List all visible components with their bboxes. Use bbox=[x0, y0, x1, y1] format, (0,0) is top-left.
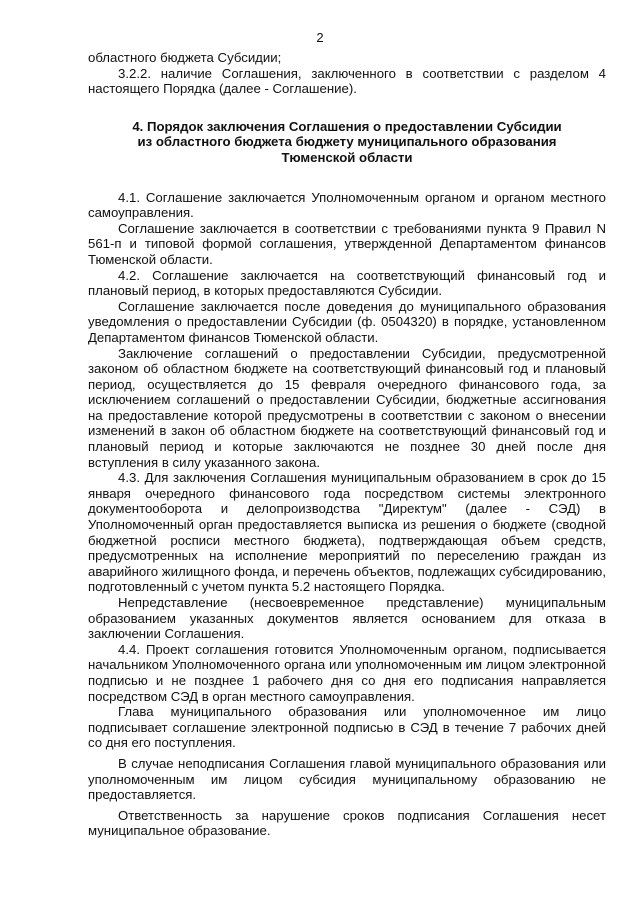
paragraph: областного бюджета Субсидии; bbox=[88, 50, 282, 65]
section-heading-line: 4. Порядок заключения Соглашения о предоставлении Субсидии bbox=[132, 118, 562, 134]
paragraph: 4.2. Соглашение заключается на соответствующий финансовый год и плановый период, в которых предоставляются Субсидии. bbox=[88, 267, 606, 299]
paragraph: Соглашение заключается после доведения до муниципального образования уведомления о предоставлении Субсидии (ф. 0504320) в порядке, установленном Департаментом финансов Тюменской области. bbox=[88, 298, 606, 345]
paragraph: 4.4. Проект соглашения готовится Уполномоченным органом, подписывается начальником Уполномоченного органа или уполномоченным им лицом электронной подписью и не позднее 1 рабочего дня со дня его подписания направляется посредством СЭД в орган местного самоуправления. bbox=[88, 641, 606, 704]
paragraph: 3.2.2. наличие Соглашения, заключенного в соответствии с разделом 4 настоящего Порядка (далее - Соглашение). bbox=[88, 65, 606, 97]
section-heading bbox=[94, 119, 600, 166]
page-number: 2 bbox=[316, 30, 324, 45]
paragraph: Соглашение заключается в соответствии с требованиями пункта 9 Правил N 561-п и типовой формой соглашения, утвержденной Департаментом финансов Тюменской области. bbox=[88, 220, 606, 267]
section-heading-line: из областного бюджета бюджету муниципального образования bbox=[137, 134, 557, 150]
document-body bbox=[88, 50, 606, 839]
paragraph: 4.3. Для заключения Соглашения муниципальным образованием в срок до 15 января очередного финансового года посредством системы электронного документооборота и делопроизводства "Директум" (далее - СЭД) в Уполномоченный орган предоставляется выписка из решения о бюджете (сводной бюджетной росписи местного бюджета), подтверждающая объем средств, предусмотренных на исполнение мероприятий по переселению граждан из аварийного жилищного фонда, и перечень объектов, подлежащих субсидированию, подготовленный с учетом пункта 5.2 настоящего Порядка. bbox=[88, 470, 606, 595]
paragraph: Глава муниципального образования или уполномоченное им лицо подписывает соглашение электронной подписью в СЭД в течение 7 рабочих дней со дня его поступления. bbox=[88, 704, 606, 751]
paragraph: 4.1. Соглашение заключается Уполномоченным органом и органом местного самоуправления. bbox=[88, 189, 606, 221]
paragraph: Заключение соглашений о предоставлении Субсидии, предусмотренной законом об областном бюджете на соответствующий финансовый год и плановый период, осуществляется до 15 февраля очередного финансового года, за исключением соглашений о предоставлении Субсидии, бюджетные ассигнования на предоставление которой предусмотрены в соответствии с законом о внесении изменений в закон об областном бюджете на соответствующий финансовый год и плановый период и которые заключаются не позднее 30 дней после дня вступления в силу указанного закона. bbox=[88, 345, 606, 470]
paragraph: Ответственность за нарушение сроков подписания Соглашения несет муниципальное образование. bbox=[88, 807, 606, 839]
section-heading-line: Тюменской области bbox=[281, 149, 413, 165]
paragraph: Непредставление (несвоевременное представление) муниципальным образованием указанных документов является основанием для отказа в заключении Соглашения. bbox=[88, 595, 606, 642]
paragraph: В случае неподписания Соглашения главой муниципального образования или уполномоченным им лицом субсидия муниципальному образованию не предоставляется. bbox=[88, 755, 606, 803]
